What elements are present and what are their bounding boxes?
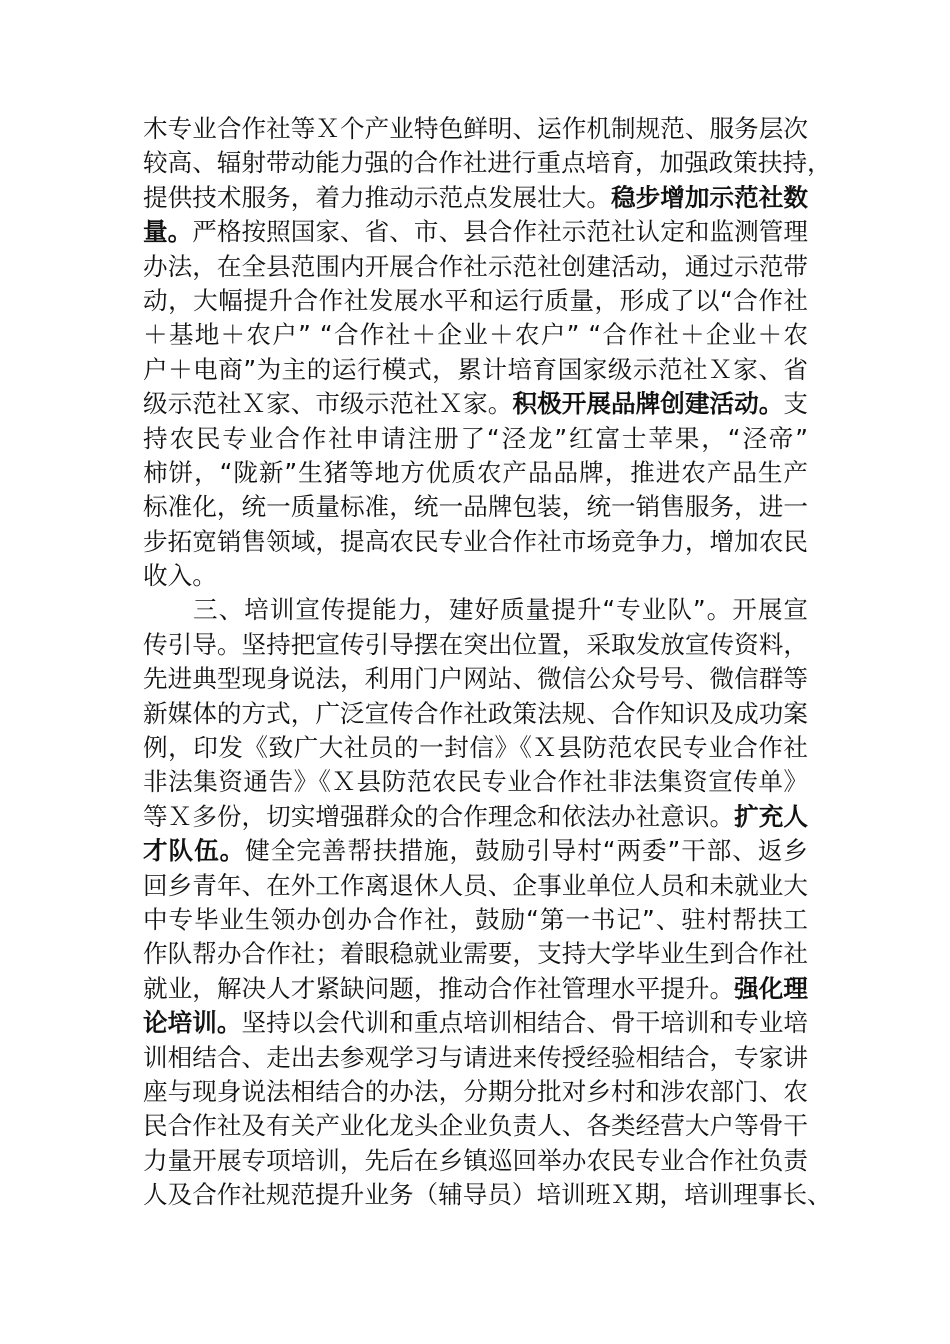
text-line — [143, 937, 808, 971]
text-line — [143, 765, 808, 799]
body-text-segment: 级示范社Ｘ家、市级示范社Ｘ家。 — [143, 389, 513, 419]
text-line — [143, 215, 808, 249]
body-text-segment: 三、培训宣传提能力，建好质量提升“专业队”。开展宣 — [193, 595, 808, 625]
body-text-segment: 训相结合、走出去参观学习与请进来传授经验相结合，专家讲 — [143, 1042, 808, 1072]
body-text-segment: 木专业合作社等Ｘ个产业特色鲜明、运作机制规范、服务层次 — [143, 114, 808, 143]
text-line — [143, 250, 808, 284]
body-text-segment: 较高、辐射带动能力强的合作社进行重点培育，加强政策扶持， — [143, 148, 832, 178]
bold-heading-text: 论培训。 — [143, 1008, 242, 1038]
text-line — [143, 628, 808, 662]
text-line — [143, 559, 808, 593]
text-line — [143, 834, 808, 868]
body-text-segment: 就业，解决人才紧缺问题，推动合作社管理水平提升。 — [143, 973, 735, 1003]
text-line — [143, 800, 808, 834]
text-line — [143, 146, 832, 180]
body-text-segment: 回乡青年、在外工作离退休人员、企事业单位人员和未就业大 — [143, 870, 808, 900]
body-text-segment: 支 — [783, 389, 808, 419]
body-text-segment: 柿饼，“陇新”生猪等地方优质农产品品牌，推进农产品生产 — [143, 457, 808, 487]
text-line — [143, 1006, 808, 1040]
text-line — [143, 422, 808, 456]
body-text-segment: 力量开展专项培训，先后在乡镇巡回举办农民专业合作社负责 — [143, 1145, 808, 1175]
body-text-segment: 人及合作社规范提升业务（辅导员）培训班Ｘ期，培训理事长、 — [143, 1180, 832, 1210]
text-line — [143, 697, 808, 731]
body-text-segment: 严格按照国家、省、市、县合作社示范社认定和监测管理 — [192, 217, 808, 247]
body-text-segment: 步拓宽销售领域，提高农民专业合作社市场竞争力，增加农民 — [143, 526, 808, 556]
body-text-segment: 标准化，统一质量标准，统一品牌包装，统一销售服务，进一 — [143, 492, 808, 522]
text-line — [143, 1075, 808, 1109]
text-line — [143, 869, 808, 903]
body-text-segment: 作队帮办合作社；着眼稳就业需要，支持大学毕业生到合作社 — [143, 939, 808, 969]
body-text-segment: 例，印发《致广大社员的一封信》《Ｘ县防范农民专业合作社 — [143, 733, 808, 763]
text-line — [143, 1041, 808, 1075]
text-line — [143, 353, 808, 387]
text-line — [143, 284, 808, 318]
text-line — [143, 593, 808, 627]
bold-heading-text: 量。 — [143, 217, 193, 247]
body-text-segment: 坚持以会代训和重点培训相结合、骨干培训和专业培 — [241, 1008, 808, 1038]
text-line — [143, 112, 808, 146]
text-line — [143, 456, 808, 490]
text-line — [143, 1178, 832, 1212]
body-text-segment: 非法集资通告》《Ｘ县防范农民专业合作社非法集资宣传单》 — [143, 767, 808, 797]
body-text-segment: 持农民专业合作社申请注册了“泾龙”红富士苹果，“泾帝” — [143, 423, 808, 453]
body-text-segment: 办法，在全县范围内开展合作社示范社创建活动，通过示范带 — [143, 251, 808, 281]
body-text-segment: 民合作社及有关产业化龙头企业负责人、各类经营大户等骨干 — [143, 1111, 808, 1141]
body-text-segment: 等Ｘ多份，切实增强群众的合作理念和依法办社意识。 — [143, 801, 735, 831]
text-line — [143, 181, 808, 215]
body-text-segment: 中专毕业生领办创办合作社，鼓励“第一书记”、驻村帮扶工 — [143, 904, 808, 934]
text-line — [143, 972, 808, 1006]
body-text-segment: ＋基地＋农户” “合作社＋企业＋农户” “合作社＋企业＋农 — [143, 320, 808, 350]
body-text-segment: 提供技术服务，着力推动示范点发展壮大。 — [143, 182, 611, 212]
body-text — [143, 112, 832, 1213]
text-line — [143, 387, 808, 421]
text-line — [143, 1144, 808, 1178]
bold-heading-text: 积极开展品牌创建活动。 — [512, 389, 784, 419]
bold-heading-text: 稳步增加示范社数 — [610, 182, 808, 212]
body-text-segment: 新媒体的方式，广泛宣传合作社政策法规、合作知识及成功案 — [143, 698, 808, 728]
text-line — [143, 525, 808, 559]
body-text-segment: 户＋电商”为主的运行模式，累计培育国家级示范社Ｘ家、省 — [143, 354, 808, 384]
body-text-segment: 动，大幅提升合作社发展水平和运行质量，形成了以“合作社 — [143, 285, 808, 315]
body-text-segment: 传引导。坚持把宣传引导摆在突出位置，采取发放宣传资料， — [143, 629, 808, 659]
bold-heading-text: 强化理 — [734, 973, 808, 1003]
body-text-segment: 先进典型现身说法，利用门户网站、微信公众号号、微信群等 — [143, 664, 808, 694]
text-line — [143, 662, 808, 696]
bold-heading-text: 扩充人 — [734, 801, 808, 831]
text-line — [143, 903, 808, 937]
body-text-segment: 座与现身说法相结合的办法，分期分批对乡村和涉农部门、农 — [143, 1076, 808, 1106]
text-line — [143, 318, 808, 352]
body-text-segment: 收入。 — [143, 561, 217, 591]
bold-heading-text: 才队伍。 — [143, 836, 246, 866]
text-line — [143, 1109, 808, 1143]
body-text-segment: 健全完善帮扶措施，鼓励引导村“两委”干部、返乡 — [245, 836, 808, 866]
text-line — [143, 490, 808, 524]
text-line — [143, 731, 808, 765]
